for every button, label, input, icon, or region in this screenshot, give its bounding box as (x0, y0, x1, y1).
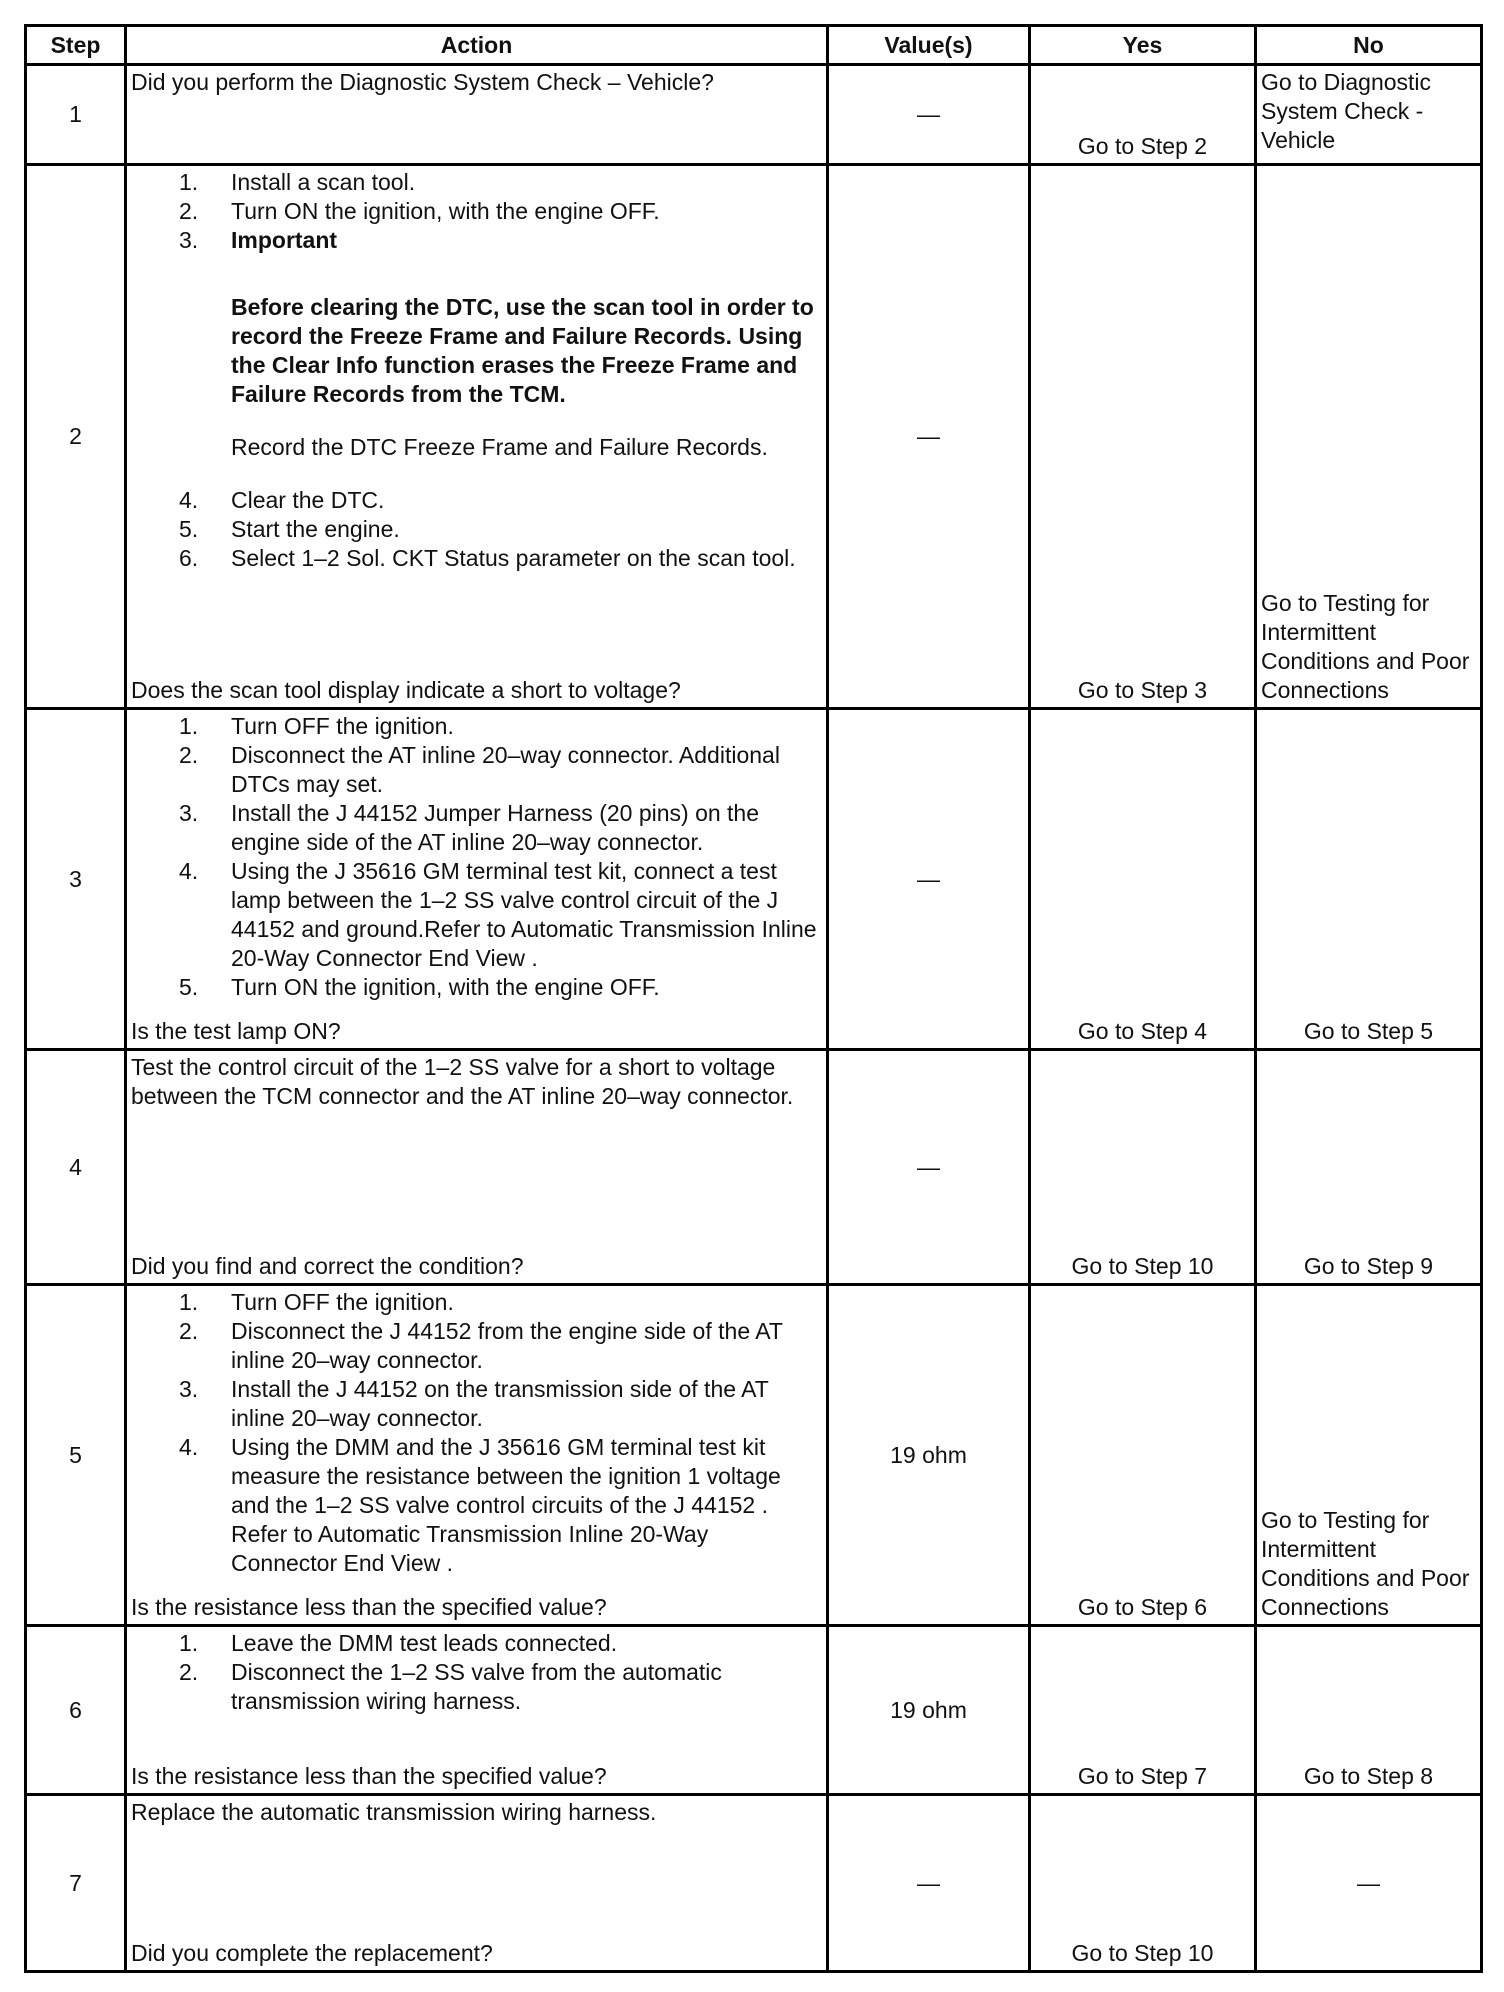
action-question: Is the resistance less than the specified value? (131, 1763, 607, 1789)
yes-cell: Go to Step 7 (1030, 1626, 1256, 1795)
action-text: Test the control circuit of the 1–2 SS valve for a short to voltage between the TCM connector and the AT inline 20–way connector. (131, 1054, 794, 1109)
action-cell (126, 1795, 828, 1972)
action-text: Replace the automatic transmission wiring harness. (131, 1799, 657, 1825)
action-question: Does the scan tool display indicate a short to voltage? (131, 677, 681, 703)
action-steps (131, 1629, 820, 1716)
action-step: 1. Turn OFF the ignition. (179, 1289, 454, 1315)
action-step: 1. Install a scan tool. (179, 169, 416, 195)
action-step: 4. Clear the DTC. (179, 487, 385, 513)
diagnostic-table-page (24, 24, 1480, 1974)
header-values: Value(s) (828, 26, 1030, 65)
important-label: Important (231, 227, 338, 253)
value-cell: 19 ohm (828, 1626, 1030, 1795)
yes-cell: Go to Step 10 (1030, 1050, 1256, 1285)
action-cell (126, 1626, 828, 1795)
yes-cell: Go to Step 3 (1030, 165, 1256, 709)
diagnostic-table (24, 24, 1483, 1973)
yes-cell: Go to Step 2 (1030, 65, 1256, 165)
step-number: 3 (26, 709, 126, 1050)
action-question: Is the test lamp ON? (131, 1018, 341, 1044)
action-step: 3. Install the J 44152 Jumper Harness (20 pins) on the engine side of the AT inline 20–way connector. (179, 800, 760, 855)
yes-cell: Go to Step 10 (1030, 1795, 1256, 1972)
header-no: No (1256, 26, 1482, 65)
value-cell: — (828, 1795, 1030, 1972)
header-step: Step (26, 26, 126, 65)
action-step: 2. Disconnect the J 44152 from the engine side of the AT inline 20–way connector. (179, 1318, 783, 1373)
value-cell: — (828, 709, 1030, 1050)
action-question: Did you complete the replacement? (131, 1940, 493, 1966)
action-step: 5. Start the engine. (179, 516, 400, 542)
table-row (26, 1050, 1482, 1285)
no-cell: Go to Diagnostic System Check - Vehicle (1256, 65, 1482, 165)
action-question: Did you perform the Diagnostic System Check – Vehicle? (131, 69, 714, 95)
table-row (26, 65, 1482, 165)
no-cell: Go to Step 9 (1256, 1050, 1482, 1285)
no-cell: Go to Testing for Intermittent Conditions and Poor Connections (1256, 165, 1482, 709)
action-cell (126, 709, 828, 1050)
value-cell: — (828, 1050, 1030, 1285)
header-action: Action (126, 26, 828, 65)
table-row (26, 165, 1482, 709)
header-yes: Yes (1030, 26, 1256, 65)
action-cell (126, 1285, 828, 1626)
record-note: Record the DTC Freeze Frame and Failure Records. (231, 434, 768, 460)
action-step: 2. Disconnect the 1–2 SS valve from the automatic transmission wiring harness. (179, 1659, 722, 1714)
action-step: 1. Leave the DMM test leads connected. (179, 1630, 618, 1656)
no-cell: Go to Step 8 (1256, 1626, 1482, 1795)
action-step: 6. Select 1–2 Sol. CKT Status parameter on the scan tool. (179, 545, 796, 571)
action-step: 3. Install the J 44152 on the transmission side of the AT inline 20–way connector. (179, 1376, 769, 1431)
yes-cell: Go to Step 6 (1030, 1285, 1256, 1626)
action-step: 4. Using the J 35616 GM terminal test kit, connect a test lamp between the 1–2 SS valve control circuit of the J 44152 and ground.Refer to Automatic Transmission Inline 20-Way Connector End View . (179, 858, 817, 971)
no-cell: Go to Testing for Intermittent Conditions and Poor Connections (1256, 1285, 1482, 1626)
important-note: Before clearing the DTC, use the scan tool in order to record the Freeze Frame and Failure Records. Using the Clear Info function erases the Freeze Frame and Failure Records from the TCM. (231, 294, 814, 407)
value-cell: — (828, 65, 1030, 165)
step-number: 1 (26, 65, 126, 165)
no-cell: Go to Step 5 (1256, 709, 1482, 1050)
value-cell: 19 ohm (828, 1285, 1030, 1626)
header-row (26, 26, 1482, 65)
table-row (26, 1285, 1482, 1626)
no-cell: — (1256, 1795, 1482, 1972)
action-step: 2. Disconnect the AT inline 20–way connector. Additional DTCs may set. (179, 742, 780, 797)
step-number: 7 (26, 1795, 126, 1972)
step-number: 6 (26, 1626, 126, 1795)
step-number: 4 (26, 1050, 126, 1285)
table-row (26, 1795, 1482, 1972)
table-row (26, 1626, 1482, 1795)
action-step: 3. Important Before clearing the DTC, use the scan tool in order to record the Freeze Frame and Failure Records. Using the Clear Info function erases the Freeze Frame and Failure Records from the TCM. Record the DTC Freeze Frame and Failure Records. (231, 226, 820, 462)
action-question: Is the resistance less than the specified value? (131, 1594, 607, 1620)
yes-cell: Go to Step 4 (1030, 709, 1256, 1050)
value-cell: — (828, 165, 1030, 709)
action-cell (126, 1050, 828, 1285)
step-number: 5 (26, 1285, 126, 1626)
action-steps (131, 486, 820, 573)
action-step: 1. Turn OFF the ignition. (179, 713, 454, 739)
action-cell (126, 165, 828, 709)
action-question: Did you find and correct the condition? (131, 1253, 524, 1279)
step-number: 2 (26, 165, 126, 709)
action-steps (131, 168, 820, 462)
action-step: 4. Using the DMM and the J 35616 GM terminal test kit measure the resistance between the ignition 1 voltage and the 1–2 SS valve control circuits of the J 44152 . Refer to Automatic Transmission Inline 20-Way Connector End View . (179, 1434, 781, 1576)
action-steps (131, 712, 820, 1002)
action-step: 5. Turn ON the ignition, with the engine OFF. (179, 974, 660, 1000)
action-steps (131, 1288, 820, 1578)
action-step: 2. Turn ON the ignition, with the engine OFF. (179, 198, 660, 224)
table-row (26, 709, 1482, 1050)
action-cell (126, 65, 828, 165)
